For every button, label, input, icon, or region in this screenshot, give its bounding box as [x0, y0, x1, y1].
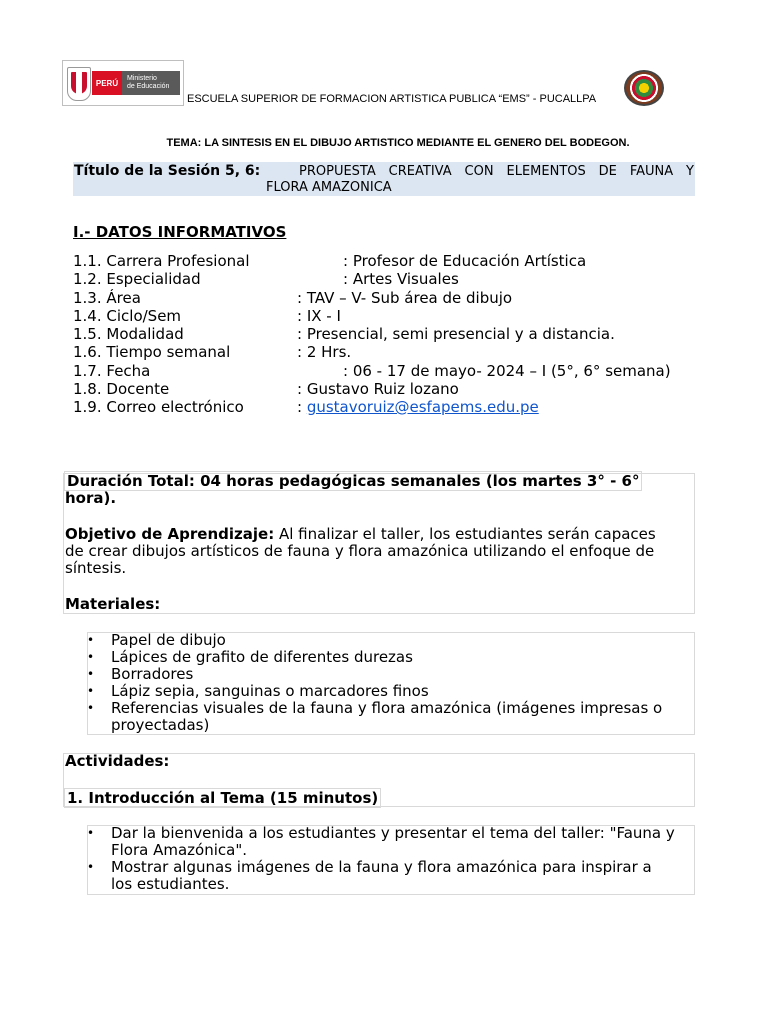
datos-value-email-row: [297, 398, 539, 416]
actividades-list: [87, 825, 693, 893]
email-link[interactable]: gustavoruiz@esfapems.edu.pe: [306, 398, 539, 416]
datos-value: : TAV – V- Sub área de dibujo: [297, 289, 513, 307]
datos-label: 1.8. Docente: [73, 380, 170, 398]
list-item: • Referencias visuales de la fauna y flora amazónica (imágenes impresas o: [87, 700, 693, 717]
list-item: • Papel de dibujo: [87, 632, 693, 649]
datos-value: : 2 Hrs.: [297, 343, 352, 361]
peru-logo-text: PERÚ: [92, 71, 122, 95]
datos-label: 1.6. Tiempo semanal: [73, 343, 231, 361]
datos-label: 1.2. Especialidad: [73, 270, 201, 288]
duracion-line1: [65, 473, 642, 490]
intro-subheading-row: [65, 790, 381, 807]
objetivo-line2: de crear dibujos artísticos de fauna y flora amazónica utilizando el enfoque de: [65, 542, 655, 560]
ministerio-logo-text: [122, 71, 180, 95]
school-name: ESCUELA SUPERIOR DE FORMACION ARTISTICA PUBLICA “EMS” - PUCALLPA: [187, 93, 597, 105]
intro-subheading: 1. Introducción al Tema (15 minutos): [64, 788, 381, 808]
datos-value: : 06 - 17 de mayo- 2024 – I (5°, 6° semana): [343, 362, 671, 380]
list-item-line: Mostrar algunas imágenes de la fauna y flora amazónica para inspirar a: [111, 858, 652, 876]
peru-crest-icon: [67, 67, 91, 101]
school-seal-icon: [624, 70, 664, 106]
ministerio-line2: de Educación: [127, 83, 170, 90]
list-item: [87, 859, 693, 893]
session-title-line1: PROPUESTA CREATIVA CON ELEMENTOS DE FAUNA Y: [299, 164, 694, 179]
datos-label: 1.4. Ciclo/Sem: [73, 307, 182, 325]
list-item-continuation: proyectadas): [111, 716, 210, 734]
tema-title: TEMA: LA SINTESIS EN EL DIBUJO ARTISTICO MEDIANTE EL GENERO DEL BODEGON.: [166, 137, 630, 149]
email-prefix: :: [297, 398, 307, 416]
objetivo-text: Al finalizar el taller, los estudiantes serán capaces: [274, 525, 656, 543]
datos-label: 1.9. Correo electrónico: [73, 398, 244, 416]
duracion-line2: hora).: [65, 489, 117, 507]
session-label: Título de la Sesión 5, 6:: [74, 163, 261, 179]
list-item-line: Flora Amazónica".: [111, 841, 247, 859]
list-item: [87, 825, 693, 859]
list-item: • Lápices de grafito de diferentes durezas: [87, 649, 693, 666]
objetivo-line1: [65, 526, 656, 543]
ministerio-line1: Ministerio: [127, 75, 157, 82]
datos-label: 1.5. Modalidad: [73, 325, 184, 343]
datos-label: 1.1. Carrera Profesional: [73, 252, 250, 270]
list-item-line: los estudiantes.: [111, 875, 230, 893]
datos-label: 1.7. Fecha: [73, 362, 151, 380]
datos-heading: I.- DATOS INFORMATIVOS: [73, 223, 287, 241]
datos-value: : Artes Visuales: [343, 270, 459, 288]
datos-value: : Gustavo Ruiz lozano: [297, 380, 459, 398]
datos-label: 1.3. Área: [73, 289, 141, 307]
objetivo-line3: síntesis.: [65, 559, 127, 577]
materiales-label: Materiales:: [65, 595, 161, 613]
datos-value: : IX - I: [297, 307, 341, 325]
session-title-line2: FLORA AMAZONICA: [266, 180, 392, 195]
ministerio-logo: [62, 60, 184, 106]
list-item: • Lápiz sepia, sanguinas o marcadores finos: [87, 683, 693, 700]
objetivo-label: Objetivo de Aprendizaje:: [65, 525, 275, 543]
datos-value: : Profesor de Educación Artística: [343, 252, 587, 270]
list-item-line: Dar la bienvenida a los estudiantes y presentar el tema del taller: "Fauna y: [111, 824, 675, 842]
materiales-list: [87, 632, 693, 717]
datos-value: : Presencial, semi presencial y a distancia.: [297, 325, 615, 343]
duracion-text: Duración Total: 04 horas pedagógicas semanales (los martes 3° - 6°: [64, 471, 642, 491]
list-item: • Borradores: [87, 666, 693, 683]
actividades-label: Actividades:: [65, 752, 170, 770]
